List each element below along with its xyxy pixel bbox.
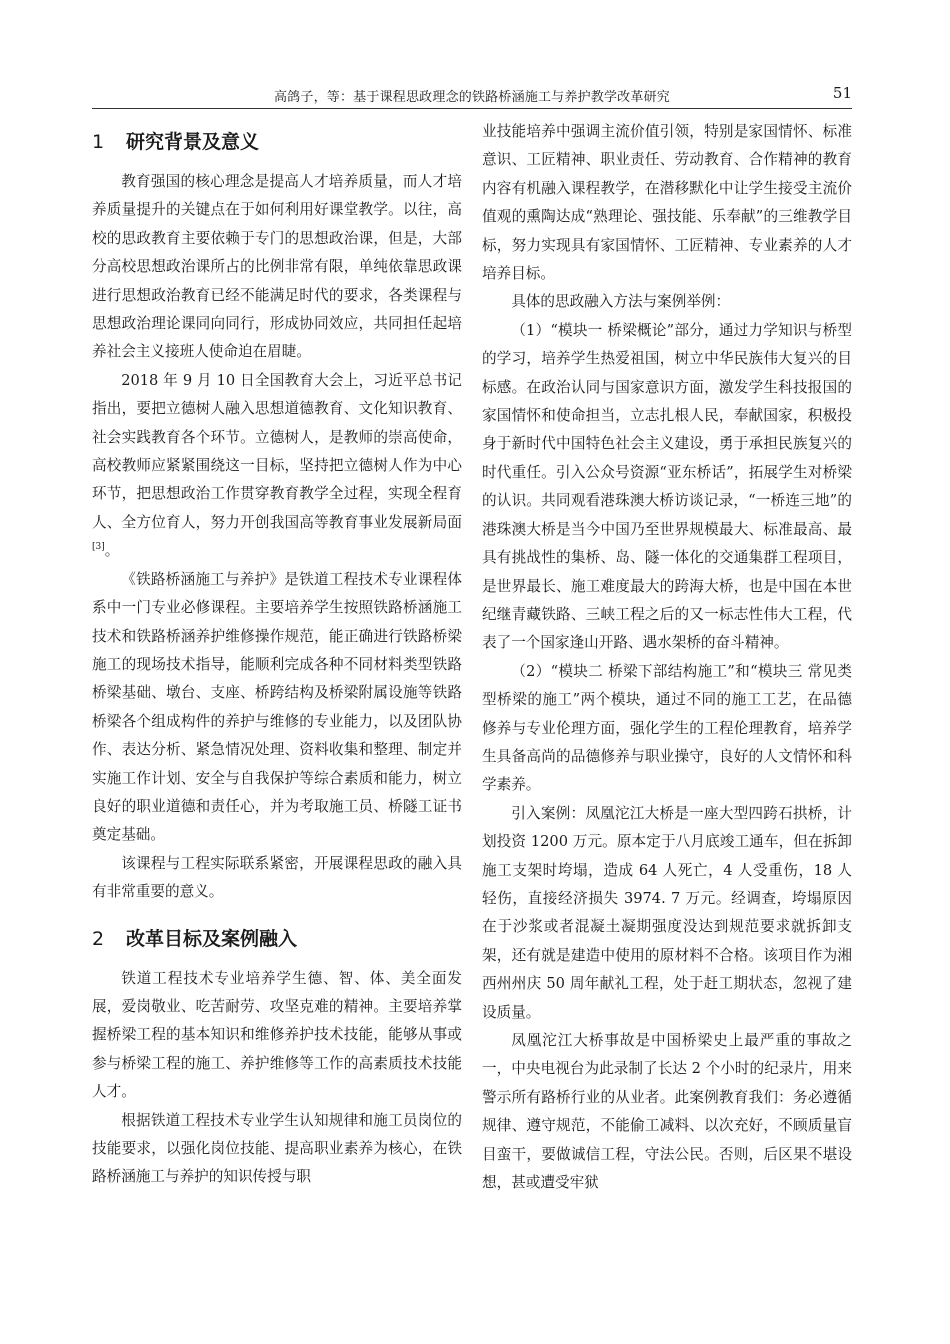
section-1-paragraph-4: 该课程与工程实际联系紧密，开展课程思政的融入具有非常重要的意义。 [92,854,462,901]
section-2-title: 改革目标及案例融入 [126,927,298,950]
continued-paragraph: 业技能培养中强调主流价值引领，特别是家国情怀、标准意识、工匠精神、职业责任、劳动教育、合作精神的教育内容有机融入课程教学，在潜移默化中让学生接受主流价值观的熏陶达成“熟理论、强技能、乐奉献”的三维教学目标，努力实现具有家国情怀、工匠精神、专业素养的人才培养目标。 [482,123,852,283]
right-column [482,118,852,1197]
section-1-paragraph-2-text: 2018 年 9 月 10 日全国教育大会上，习近平总书记指出，要把立德树人融入思想道德教育、文化知识教育、社会实践教育各个环节。立德树人，是教师的崇高使命，高校教师应紧紧围绕这一目标，坚持把立德树人作为中心环节，把思想政治工作贯穿教育教学全过程，实现全程育人、全方位育人，努力开创我国高等教育事业发展新局面 [92,371,462,531]
module-2-paragraph: （2）“模块二 桥梁下部结构施工”和“模块三 常见类型桥梁的施工”两个模块，通过不同的施工工艺，在品德修养与专业伦理方面，强化学生的工程伦理教育，培养学生具备高尚的品德修养与职业操守，良好的人文情怀和科学素养。 [482,662,852,794]
accident-paragraph: 凤凰沱江大桥事故是中国桥梁史上最严重的事故之一，中央电视台为此录制了长达 2 个小时的纪录片，用来警示所有路桥行业的从业者。此案例教育我们：务必遵循规律、遵守规范，不能偷工减料、以次充好，不顾质量盲目蛮干，要做诚信工程，守法公民。否则，后区果不堪设想，甚或遭受牢狱 [482,1032,852,1192]
section-2-heading [92,919,462,959]
methods-intro-paragraph: 具体的思政融入方法与案例举例： [511,293,731,311]
case-paragraph: 引入案例：凤凰沱江大桥是一座大型四跨石拱桥，计划投资 1200 万元。原本定于八月底竣工通车，但在拆卸施工支架时垮塌，造成 64 人死亡，4 人受重伤，18 人轻伤，直接经济损失 3974. 7 万元。经调查，垮塌原因在于沙浆或者混凝土凝期强度没达到规范要求就拆卸支架，还有就是建造中使用的原材料不合格。该项目作为湘西州州庆 50 周年献礼工程，处于赶工期状态，忽视了建设质量。 [482,804,852,1021]
section-2-number: 2 [92,927,105,950]
section-1-title: 研究背景及意义 [126,131,260,153]
left-column [92,118,462,1192]
running-header-title: 高鸽子，等：基于课程思政理念的铁路桥涵施工与养护教学改革研究 [273,90,670,105]
section-1-paragraph-2-end: 。 [104,542,120,560]
citation-ref: [3] [92,542,105,553]
section-1-paragraph-2 [92,367,462,566]
section-2-paragraph-2: 根据铁道工程技术专业学生认知规律和施工员岗位的技能要求，以强化岗位技能、提高职业素养为核心，在铁路桥涵施工与养护的知识传授与职 [92,1111,462,1186]
section-1-paragraph-3: 《铁路桥涵施工与养护》是铁道工程技术专业课程体系中一门专业必修课程。主要培养学生按照铁路桥涵施工技术和铁路桥涵养护维修操作规范，能正确进行铁路桥梁施工的现场技术指导，能顺利完成各种不同材料类型铁路桥梁基础、墩台、支座、桥跨结构及桥梁附属设施等铁路桥梁各个组成构件的养护与维修的专业能力，以及团队协作、表达分析、紧急情况处理、资料收集和整理、制定并实施工作计划、安全与自我保护等综合素质和能力，树立良好的职业道德和责任心，并为考取施工员、桥隧工证书奠定基础。 [92,570,462,844]
section-1-paragraph-1: 教育强国的核心理念是提高人才培养质量，而人才培养质量提升的关键点在于如何利用好课堂教学。以往，高校的思政教育主要依赖于专门的思想政治课，但是，大部分高校思想政治课所占的比例非常有限，单纯依靠思政课进行思想政治教育已经不能满足时代的要求，各类课程与思想政治理论课同向同行，形成协同效应，共同担任起培养社会主义接班人使命迫在眉睫。 [92,173,462,361]
module-1-paragraph: （1）“模块一 桥梁概论”部分，通过力学知识与桥型的学习，培养学生热爱祖国，树立中华民族伟大复兴的目标感。在政治认同与国家意识方面，激发学生科技报国的家国情怀和使命担当，立志扎根人民，奉献国家，积极投身于新时代中国特色社会主义建设，勇于承担民族复兴的时代重任。引入公众号资源“亚东桥话”，拓展学生对桥梁的认识。共同观看港珠澳大桥访谈记录，“一桥连三地”的港珠澳大桥是当今中国乃至世界规模最大、标准最高、最具有挑战性的集桥、岛、隧一体化的交通集群工程项目，是世界最长、施工难度最大的跨海大桥，也是中国在本世纪继青藏铁路、三峡工程之后的又一标志性伟大工程，代表了一个国家逢山开路、遇水架桥的奋斗精神。 [482,321,852,652]
section-2-paragraph-1: 铁道工程技术专业培养学生德、智、体、美全面发展，爱岗敬业、吃苦耐劳、攻坚克难的精神。主要培养掌握桥梁工程的基本知识和维修养护技术技能，能够从事或参与桥梁工程的施工、养护维修等工作的高素质技术技能人才。 [92,969,462,1101]
section-1-heading [92,122,462,162]
page-number: 51 [832,84,852,102]
running-header [92,82,852,109]
section-1-number: 1 [92,131,105,153]
